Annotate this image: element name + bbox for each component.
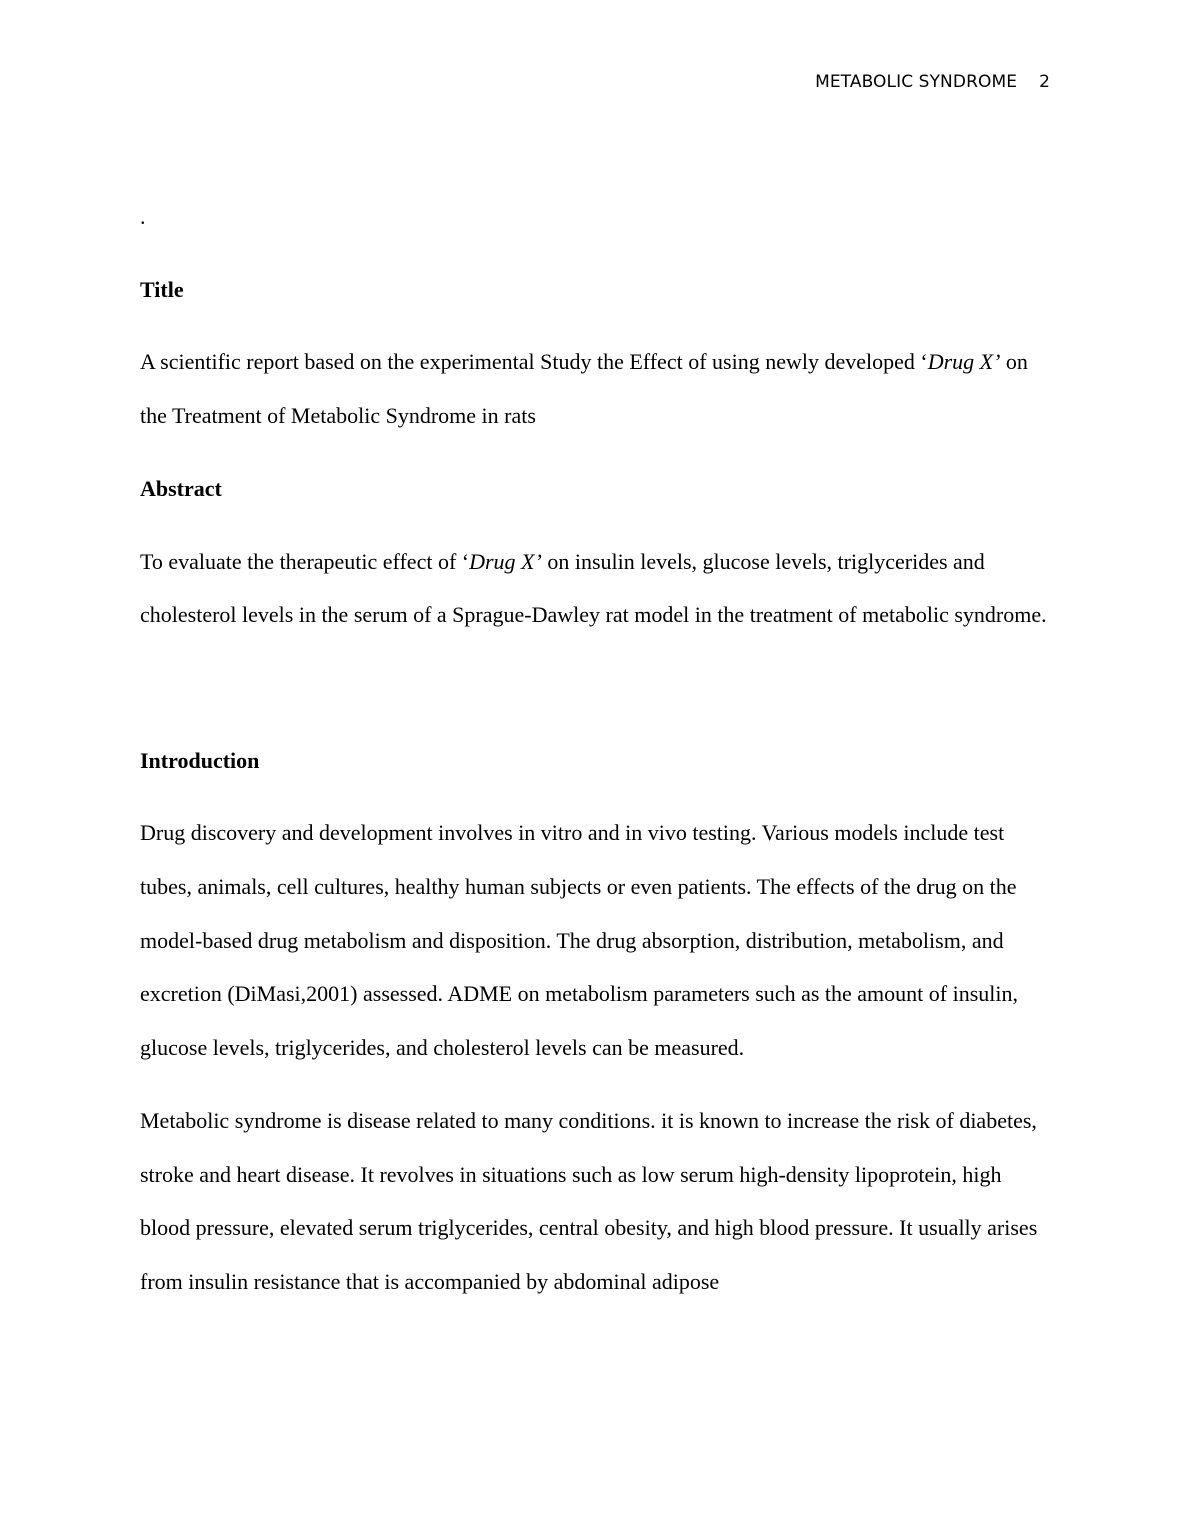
- blank-line: [140, 661, 1050, 715]
- intro-paragraph-2: Metabolic syndrome is disease related to many conditions. it is known to increase the risk of diabetes, stroke and heart disease. It revolves in situations such as low serum high-density lipoprotein, high blood pressure, elevated serum triglycerides, central obesity, and high blood pressure. It usually arises from insulin resistance that is accompanied by abdominal adipose: [140, 1107, 1038, 1294]
- intro-paragraph-1: Drug discovery and development involves in vitro and in vivo testing. Various models include test tubes, animals, cell cultures, healthy human subjects or even patients. The effects of the drug on the model-based drug metabolism and disposition. The drug absorption, distribution, metabolism, and excretion (DiMasi,2001) assessed. ADME on metabolism parameters such as the amount of insulin, glucose levels, triglycerides, and cholesterol levels can be measured.: [140, 820, 1018, 1061]
- stray-dot: .: [140, 204, 146, 229]
- abstract-drug-name: Drug X’: [469, 548, 542, 574]
- running-head: METABOLIC SYNDROME: [815, 72, 1018, 92]
- page-header: [815, 72, 1050, 92]
- introduction-heading: Introduction: [140, 747, 260, 773]
- page-number: 2: [1039, 72, 1050, 92]
- title-drug-name: Drug X’: [927, 349, 1001, 375]
- abstract-text-part2: on insulin levels, glucose levels, triglycerides and cholesterol levels in the serum of a Sprague-Dawley rat model in the treatment of metabolic syndrome.: [140, 548, 1047, 628]
- document-body: [140, 190, 1050, 1328]
- abstract-text-part1: To evaluate the therapeutic effect of ‘: [140, 548, 470, 574]
- title-text-part2: on the Treatment of Metabolic Syndrome in rats: [140, 349, 1028, 429]
- abstract-paragraph: [140, 535, 1050, 642]
- abstract-heading: Abstract: [140, 475, 222, 501]
- title-heading: Title: [140, 276, 184, 302]
- title-text-part1: A scientific report based on the experimental Study the Effect of using newly developed ‘: [140, 349, 928, 375]
- title-paragraph: [140, 335, 1050, 442]
